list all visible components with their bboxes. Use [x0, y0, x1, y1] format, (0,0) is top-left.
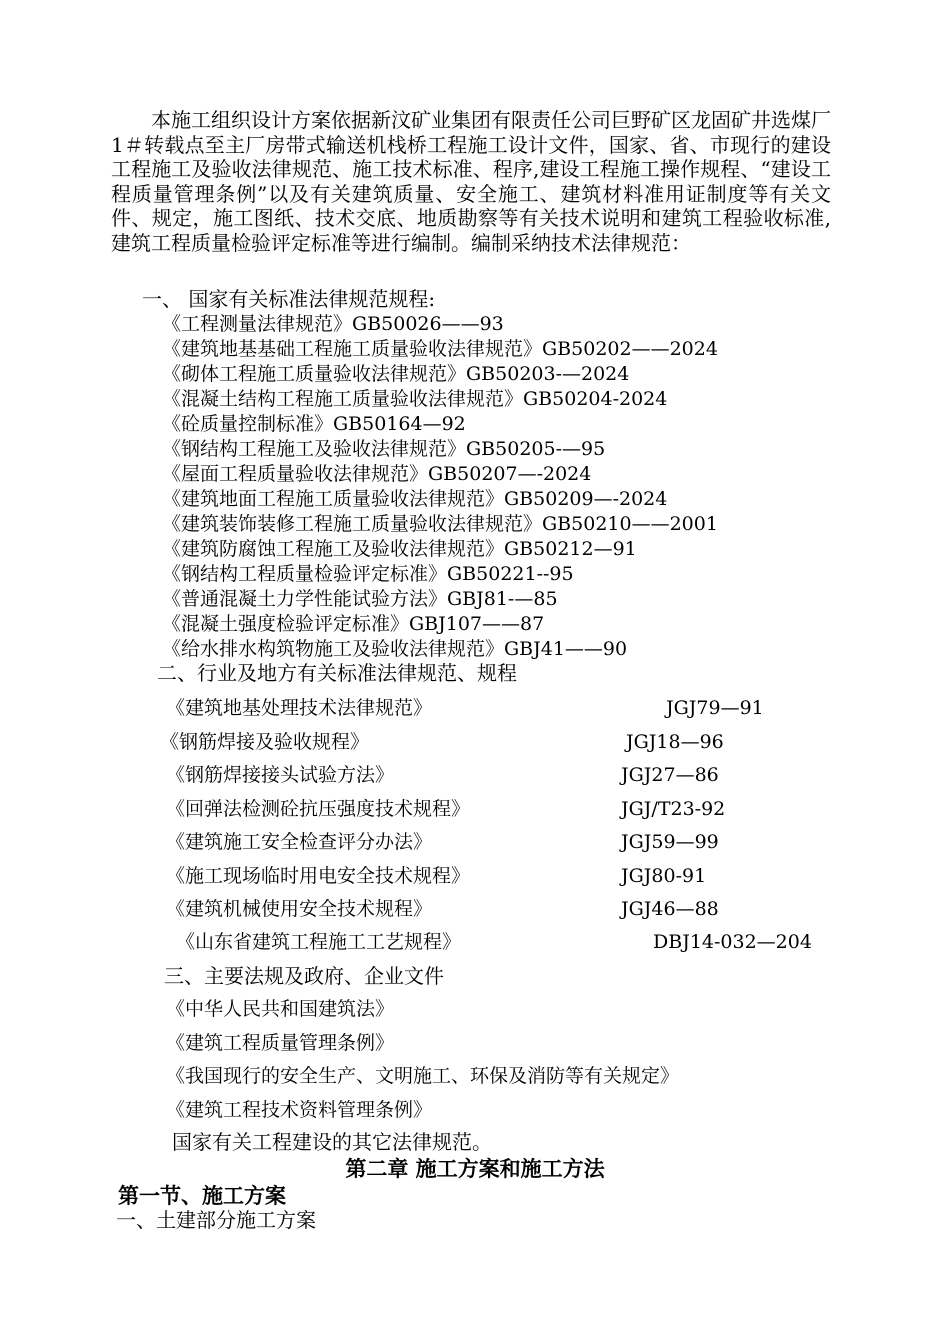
industry-standard-title: 《建筑机械使用安全技术规程》 [166, 898, 433, 920]
section3-heading: 三、主要法规及政府、企业文件 [164, 964, 444, 988]
subsection-title: 一、土建部分施工方案 [116, 1208, 316, 1232]
industry-standard-code: JGJ18—96 [626, 731, 724, 753]
standard-item: 《砼质量控制标准》GB50164—92 [162, 413, 466, 435]
industry-standard-title: 《回弹法检测砼抗压强度技术规程》 [166, 798, 471, 820]
chapter-title: 第二章 施工方案和施工方法 [345, 1156, 605, 1181]
industry-standard-code: DBJ14-032—204 [653, 931, 812, 953]
standard-item: 《给水排水构筑物施工及验收法律规范》GBJ41——90 [162, 638, 628, 660]
standard-item: 《普通混凝土力学性能试验方法》GBJ81-—85 [162, 588, 558, 610]
industry-standard-code: JGJ80-91 [621, 865, 707, 887]
intro-paragraph: 本施工组织设计方案依据新汶矿业集团有限责任公司巨野矿区龙固矿井选煤厂1＃转载点至主厂房带式输送机栈桥工程施工设计文件，国家、省、市现行的建设工程施工及验收法律规范、施工技术标准、程序,建设工程施工操作规程、“建设工程质量管理条例”以及有关建筑质量、安全施工、建筑材料准用证制度等有关文件、规定，施工图纸、技术交底、地质勘察等有关技术说明和建筑工程验收标准,建筑工程质量检验评定标准等进行编制。编制采纳技术法律规范： [111, 108, 831, 255]
industry-standard-title: 《钢筋焊接接头试验方法》 [166, 764, 395, 786]
standard-item: 《钢结构工程质量检验评定标准》GB50221--95 [162, 563, 574, 585]
standard-item: 《建筑地基基础工程施工质量验收法律规范》GB50202——2024 [162, 338, 718, 360]
regulation-item: 《建筑工程质量管理条例》 [166, 1032, 395, 1054]
industry-standard-code: JGJ46—88 [621, 898, 719, 920]
industry-standard-title: 《山东省建筑工程施工工艺规程》 [176, 931, 462, 953]
standard-item: 《建筑防腐蚀工程施工及验收法律规范》GB50212—91 [162, 538, 637, 560]
regulation-item: 《建筑工程技术资料管理条例》 [166, 1099, 433, 1121]
industry-standard-title: 《施工现场临时用电安全技术规程》 [166, 865, 471, 887]
section2-heading: 二、行业及地方有关标准法律规范、规程 [157, 661, 517, 685]
industry-standard-code: JGJ79—91 [666, 697, 764, 719]
industry-standard-code: JGJ/T23-92 [621, 798, 726, 820]
section1-heading: 一、 国家有关标准法律规范规程: [142, 287, 436, 311]
standard-item: 《建筑装饰装修工程施工质量验收法律规范》GB50210——2001 [162, 513, 718, 535]
standard-item: 《砌体工程施工质量验收法律规范》GB50203-—2024 [162, 363, 630, 385]
industry-standard-title: 《钢筋焊接及验收规程》 [160, 731, 370, 753]
standard-item: 《混凝土强度检验评定标准》GBJ107——87 [162, 613, 545, 635]
standard-item: 《钢结构工程施工及验收法律规范》GB50205-—95 [162, 438, 606, 460]
regulation-item: 《中华人民共和国建筑法》 [166, 998, 395, 1020]
standard-item: 《混凝土结构工程施工质量验收法律规范》GB50204-2024 [162, 388, 668, 410]
industry-standard-title: 《建筑地基处理技术法律规范》 [166, 697, 433, 719]
industry-standard-code: JGJ27—86 [621, 764, 719, 786]
section-title: 第一节、施工方案 [118, 1183, 286, 1208]
industry-standard-title: 《建筑施工安全检查评分办法》 [166, 831, 433, 853]
standard-item: 《建筑地面工程施工质量验收法律规范》GB50209—-2024 [162, 488, 668, 510]
standard-item: 《工程测量法律规范》GB50026——93 [162, 313, 504, 335]
standard-item: 《屋面工程质量验收法律规范》GB50207—-2024 [162, 463, 592, 485]
regulation-item: 《我国现行的安全生产、文明施工、环保及消防等有关规定》 [166, 1065, 680, 1087]
regulation-item: 国家有关工程建设的其它法律规范。 [172, 1130, 492, 1154]
industry-standard-code: JGJ59—99 [621, 831, 719, 853]
